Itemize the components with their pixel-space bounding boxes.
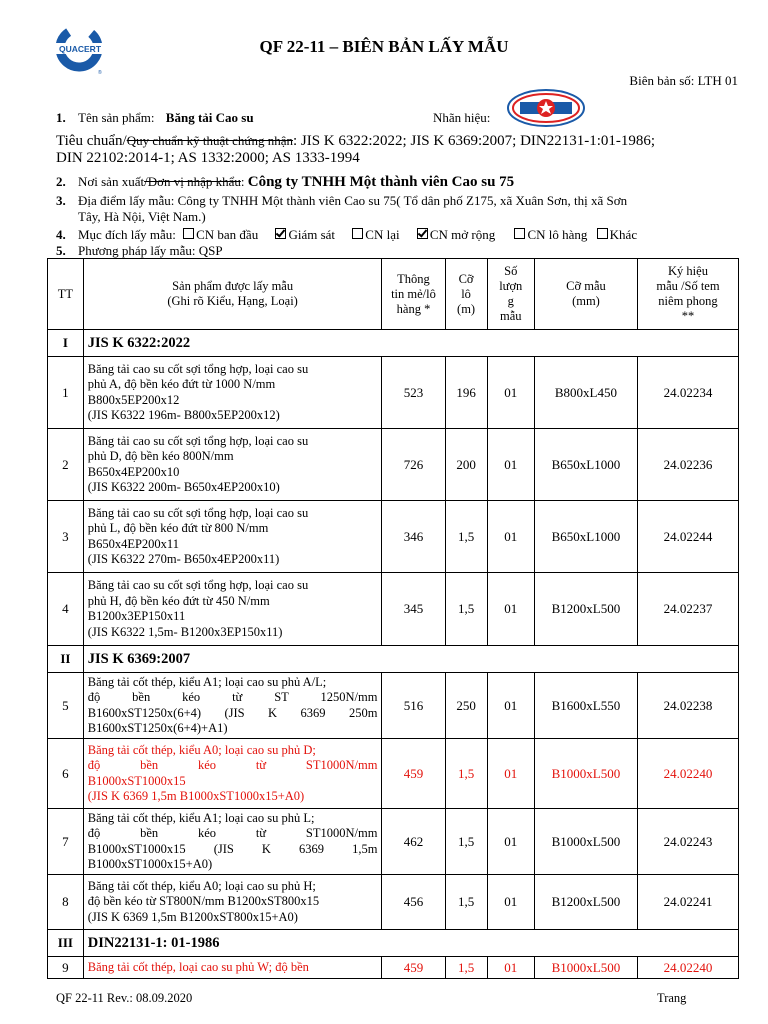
footer-revision: QF 22-11 Rev.: 08.09.2020 — [56, 991, 193, 1005]
purpose-line: 4. Mục đích lấy mẫu: CN ban đầu Giám sát CN lại CN mở rộng CN lô hàng Khác — [56, 227, 638, 242]
table-row: 3 Băng tải cao su cốt sợi tổng hợp, loại cao su phủ L, độ bền kéo đứt từ 800 N/mm B650x4EP200x11 (JIS K6322 270m- B650x4EP200x11) 346 1,5 01 B650xL1000 24.02244 — [48, 501, 739, 573]
purpose-option[interactable]: Giám sát — [275, 227, 335, 242]
standard-line-2: DIN 22102:2014-1; AS 1332:2000; AS 1333-1994 — [56, 150, 360, 166]
header-size: Cỡ mẫu (mm) — [534, 259, 637, 330]
checkbox-checked-icon[interactable] — [417, 228, 428, 239]
section-row: III DIN22131-1: 01-1986 — [48, 930, 739, 957]
purpose-option[interactable]: CN lại — [352, 227, 399, 242]
location-line-2: Tây, Hà Nội, Việt Nam.) — [78, 209, 206, 224]
header-product: Sản phẩm được lấy mẫu (Ghi rõ Kiểu, Hạng, Loại) — [83, 259, 382, 330]
purpose-option[interactable]: CN lô hàng — [514, 227, 587, 242]
brand-label: Nhãn hiệu: — [433, 110, 491, 125]
purpose-option[interactable]: CN ban đầu — [183, 227, 258, 242]
brand-logo — [506, 88, 586, 128]
header-tt: TT — [48, 259, 84, 330]
section-row: II JIS K 6369:2007 — [48, 646, 739, 673]
svg-text:QUACERT: QUACERT — [58, 44, 102, 54]
svg-text:®: ® — [98, 70, 102, 76]
product-name-line: 1. Tên sản phẩm: Băng tải Cao su — [56, 110, 254, 125]
report-number: Biên bản số: LTH 01 — [629, 73, 738, 88]
table-header-row — [48, 259, 739, 330]
manufacturer: Công ty TNHH Một thành viên Cao su 75 — [247, 174, 515, 190]
location-line: 3. Địa điểm lấy mẫu: Công ty TNHH Một thành viên Cao su 75( Tổ dân phố Z175, xã Xuân Sơn, thị xã Sơn — [56, 193, 628, 208]
checkbox-icon[interactable] — [514, 228, 525, 239]
checkbox-checked-icon[interactable] — [275, 228, 286, 239]
checkbox-icon[interactable] — [352, 228, 363, 239]
checkbox-icon[interactable] — [597, 228, 608, 239]
table-row: 4 Băng tải cao su cốt sợi tổng hợp, loại cao su phủ H, độ bền kéo đứt từ 450 N/mm B1200x3EP150x11 (JIS K6322 1,5m- B1200x3EP150x11) 345 1,5 01 B1200xL500 24.02237 — [48, 573, 739, 646]
table-row: 7 Băng tải cốt thép, kiểu A1; loại cao su phủ L; độ bền kéo từ ST1000N/mm B1000xST1000x15 (JIS K 6369 1,5m B1000xST1000x15+A0) 462 1,5 01 B1000xL500 24.02243 — [48, 809, 739, 875]
footer-page: Trang — [657, 991, 687, 1005]
header-lot: Cỡ lô (m) — [445, 259, 487, 330]
checkbox-icon[interactable] — [183, 228, 194, 239]
header-batch: Thông tin mẻ/lô hàng * — [382, 259, 445, 330]
header-qty: Số lượn g mẫu — [487, 259, 534, 330]
table-row-highlighted: 6 Băng tải cốt thép, kiểu A0; loại cao su phủ D; độ bền kéo từ ST1000N/mm B1000xST1000x15 (JIS K 6369 1,5m B1000xST1000x15+A0) 459 1,5 01 B1000xL500 24.02240 — [48, 739, 739, 809]
method-line: 5. Phương pháp lấy mẫu: QSP — [56, 243, 223, 258]
table-row: 5 Băng tải cốt thép, kiểu A1; loại cao su phủ A/L; độ bền kéo từ ST 1250N/mm B1600xST1250x(6+4) (JIS K 6369 250m B1600xST1250x(6+4)+A1) 516 250 01 B1600xL550 24.02238 — [48, 673, 739, 739]
table-row: 8 Băng tải cốt thép, kiểu A0; loại cao su phủ H; độ bền kéo từ ST800N/mm B1200xST800x15 (JIS K 6369 1,5m B1200xST800x15+A0) 456 1,5 01 B1200xL500 24.02241 — [48, 875, 739, 930]
section-row: I JIS K 6322:2022 — [48, 330, 739, 357]
origin-line: 2. Nơi sản xuất/Đơn vị nhập khẩu: Công ty TNHH Một thành viên Cao su 75 — [56, 174, 515, 190]
standard-line: Tiêu chuẩn/Quy chuẩn kỹ thuật chứng nhận: JIS K 6322:2022; JIS K 6369:2007; DIN22131-1:01-1986; — [56, 133, 656, 149]
sample-table — [47, 258, 739, 979]
purpose-option[interactable]: Khác — [597, 227, 637, 242]
table-row: 2 Băng tải cao su cốt sợi tổng hợp, loại cao su phủ D, độ bền kéo 800N/mm B650x4EP200x10 (JIS K6322 200m- B650x4EP200x10) 726 200 01 B650xL1000 24.02236 — [48, 429, 739, 501]
table-row-highlighted: 9 Băng tải cốt thép, loại cao su phủ W; độ bền 459 1,5 01 B1000xL500 24.02240 — [48, 957, 739, 979]
product-name: Băng tải Cao su — [165, 110, 254, 125]
table-row: 1 Băng tải cao su cốt sợi tổng hợp, loại cao su phủ A, độ bền kéo đứt từ 1000 N/mm B800x5EP200x12 (JIS K6322 196m- B800x5EP200x12) 523 196 01 B800xL450 24.02234 — [48, 357, 739, 429]
purpose-option[interactable]: CN mở rộng — [417, 227, 495, 242]
header-seal: Ký hiệu mẫu /Số tem niêm phong ** — [637, 259, 738, 330]
document-title: QF 22-11 – BIÊN BẢN LẤY MẪU — [259, 37, 509, 56]
